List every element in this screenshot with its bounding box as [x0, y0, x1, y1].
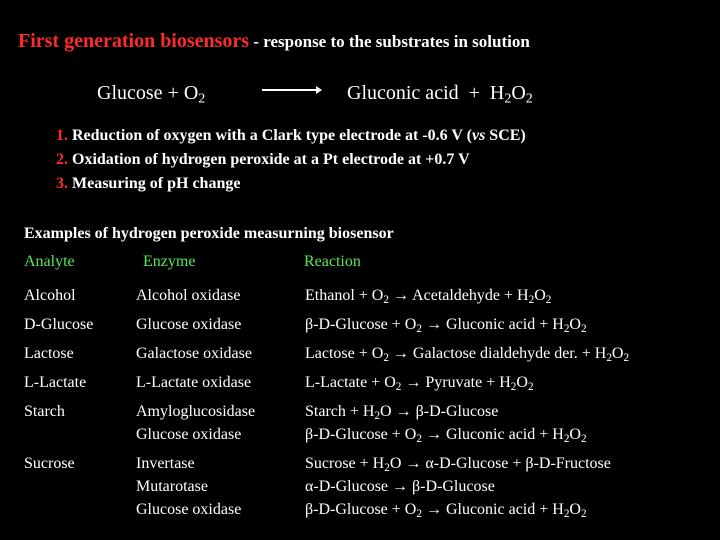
table-cell-reaction: Lactose + $O_2$ → Galactose dialdehyde der. + $H_2O_2$ [305, 345, 630, 364]
method-item-1: 1. Reduction of oxygen with a Clark type electrode at -0.6 V (vs SCE) [56, 127, 526, 144]
table-cell-enzyme: Galactose oxidase [136, 345, 252, 362]
table-cell-reaction: L-Lactate + $O_2$ → Pyruvate + $H_2O_2$ [305, 374, 534, 393]
table-cell-enzyme: Invertase Mutarotase Glucose oxidase [136, 455, 242, 518]
table-cell-reaction: $\beta-D-Glucose + O_2$ → Gluconic acid + $H_2O_2$ [305, 316, 587, 335]
table-cell-enzyme: L-Lactate oxidase [136, 374, 252, 391]
section-title: Examples of hydrogen peroxide measurning biosensor [24, 225, 394, 242]
method-item-3: 3. Measuring of pH change [56, 175, 241, 192]
column-header-enzyme: Enzyme [143, 253, 196, 270]
title-subtitle: - response to the substrates in solution [249, 32, 530, 51]
table-cell-analyte: Starch [24, 403, 65, 420]
table-cell-analyte: Lactose [24, 345, 74, 362]
right-arrow-icon [262, 89, 320, 91]
table-cell-analyte: L-Lactate [24, 374, 87, 391]
equation-reactants: $Glucose + O_2$ [97, 82, 206, 107]
table-cell-analyte: Sucrose [24, 455, 75, 472]
method-item-2: 2. Oxidation of hydrogen peroxide at a Pt electrode at +0.7 V [56, 151, 470, 168]
table-cell-enzyme: Alcohol oxidase [136, 287, 241, 304]
equation-products: Gluconic acid + $H_2O_2$ [347, 82, 533, 107]
table-cell-reaction: Sucrose + $H_2O \to \alpha-D-Glucose$ + β-D-Fructose α-D-Glucose → β-D-Glucose $\beta-D-Glucose + O_2$ → Gluconic acid + $H_2O_2$ [305, 455, 611, 520]
table-cell-analyte: D-Glucose [24, 316, 94, 333]
table-cell-reaction: Starch + $H_2O \to \beta-D-Glucose$ $\beta-D-Glucose + O_2$ → Gluconic acid + $H_2O_2$ [305, 403, 587, 445]
table-cell-analyte: Alcohol [24, 287, 76, 304]
table-cell-reaction: Ethanol + $O_2$ → Acetaldehyde + $H_2O_2$ [305, 287, 552, 306]
table-cell-enzyme: Glucose oxidase [136, 316, 242, 333]
table-cell-enzyme: Amyloglucosidase Glucose oxidase [136, 403, 256, 443]
title-main: First generation biosensors [18, 30, 250, 52]
column-header-analyte: Analyte [24, 253, 75, 270]
column-header-reaction: Reaction [304, 253, 361, 270]
slide-title [18, 30, 530, 53]
